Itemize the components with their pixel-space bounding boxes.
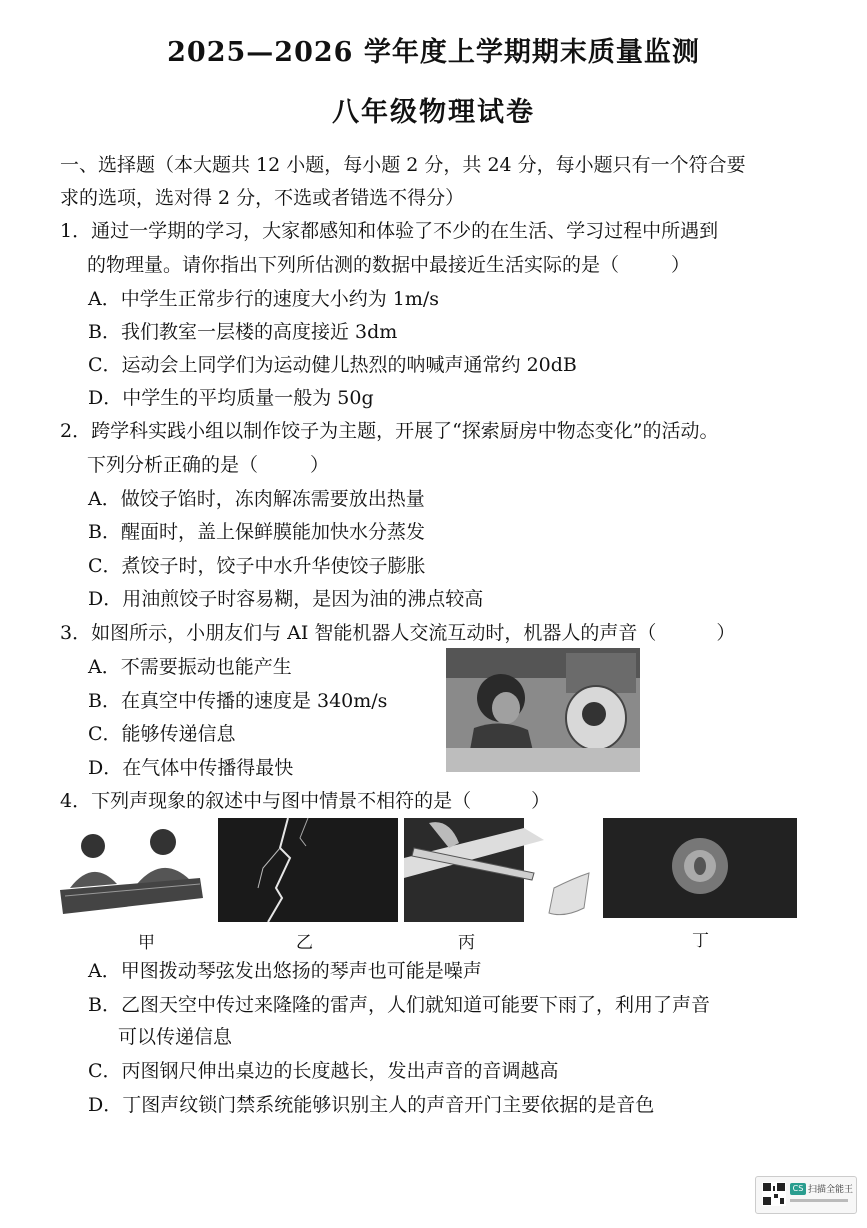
q2-option-b: B．醒面时，盖上保鲜膜能加快水分蒸发 <box>88 521 425 543</box>
q1-option-c: C．运动会上同学们为运动健儿热烈的呐喊声通常约 20dB <box>88 354 577 376</box>
q4-stem: 4．下列声现象的叙述中与图中情景不相符的是（ ） <box>60 790 551 812</box>
q2-option-a: A．做饺子馅时，冻肉解冻需要放出热量 <box>88 488 425 510</box>
q1-stem-line1: 1．通过一学期的学习，大家都感知和体验了不少的在生活、学习过程中所遇到 <box>60 220 719 242</box>
q4-option-b: B．乙图天空中传过来隆隆的雷声，人们就知道可能要下雨了，利用了声音 <box>88 994 710 1016</box>
cs-logo: CS <box>790 1183 806 1195</box>
image-jia-guqin <box>55 818 205 918</box>
q1-option-d: D．中学生的平均质量一般为 50g <box>88 387 374 409</box>
caption-yi: 乙 <box>296 933 313 953</box>
q1-option-a: A．中学生正常步行的速度大小约为 1m/s <box>88 288 440 310</box>
section-instructions-line1: 一、选择题（本大题共 12 小题，每小题 2 分，共 24 分，每小题只有一个符合要 <box>60 154 746 176</box>
caption-bing: 丙 <box>458 933 475 953</box>
q3-stem: 3．如图所示，小朋友们与 AI 智能机器人交流互动时，机器人的声音（ ） <box>60 622 736 644</box>
q3-option-a: A．不需要振动也能产生 <box>88 656 292 678</box>
exam-title: 2025—2026 学年度上学期期末质量监测 <box>167 37 700 68</box>
q2-stem-line2: 下列分析正确的是（ ） <box>87 454 330 476</box>
q4-option-a: A．甲图拨动琴弦发出悠扬的琴声也可能是噪声 <box>88 960 482 982</box>
scanner-brand-text: 扫描全能王 <box>808 1185 854 1195</box>
section-instructions-line2: 求的选项，选对得 2 分，不选或者错选不得分） <box>60 187 465 209</box>
image-bing-ruler <box>404 818 594 922</box>
q2-option-d: D．用油煎饺子时容易糊，是因为油的沸点较高 <box>88 588 484 610</box>
image-ding-voice-lock <box>603 818 797 918</box>
scanner-tagline-bar <box>790 1199 848 1202</box>
q4-option-d: D．丁图声纹锁门禁系统能够识别主人的声音开门主要依据的是音色 <box>88 1094 655 1116</box>
q3-option-c: C．能够传递信息 <box>88 723 236 745</box>
q4-option-c: C．丙图钢尺伸出桌边的长度越长，发出声音的音调越高 <box>88 1060 559 1082</box>
q1-option-b: B．我们教室一层楼的高度接近 3dm <box>88 321 398 343</box>
q2-stem-line1: 2．跨学科实践小组以制作饺子为主题，开展了“探索厨房中物态变化”的活动。 <box>60 420 719 442</box>
q3-option-b: B．在真空中传播的速度是 340m/s <box>88 690 388 712</box>
qr-code-icon <box>762 1182 786 1206</box>
q1-stem-line2: 的物理量。请你指出下列所估测的数据中最接近生活实际的是（ ） <box>87 254 691 276</box>
caption-jia: 甲 <box>138 933 155 953</box>
q2-option-c: C．煮饺子时，饺子中水升华使饺子膨胀 <box>88 555 426 577</box>
exam-subtitle: 八年级物理试卷 <box>332 97 535 128</box>
image-yi-lightning <box>218 818 398 922</box>
robot-interaction-photo <box>446 648 640 772</box>
q3-option-d: D．在气体中传播得最快 <box>88 757 294 779</box>
q4-option-b-continued: 可以传递信息 <box>118 1026 233 1048</box>
scanner-watermark <box>755 1176 857 1214</box>
caption-ding: 丁 <box>692 931 709 951</box>
